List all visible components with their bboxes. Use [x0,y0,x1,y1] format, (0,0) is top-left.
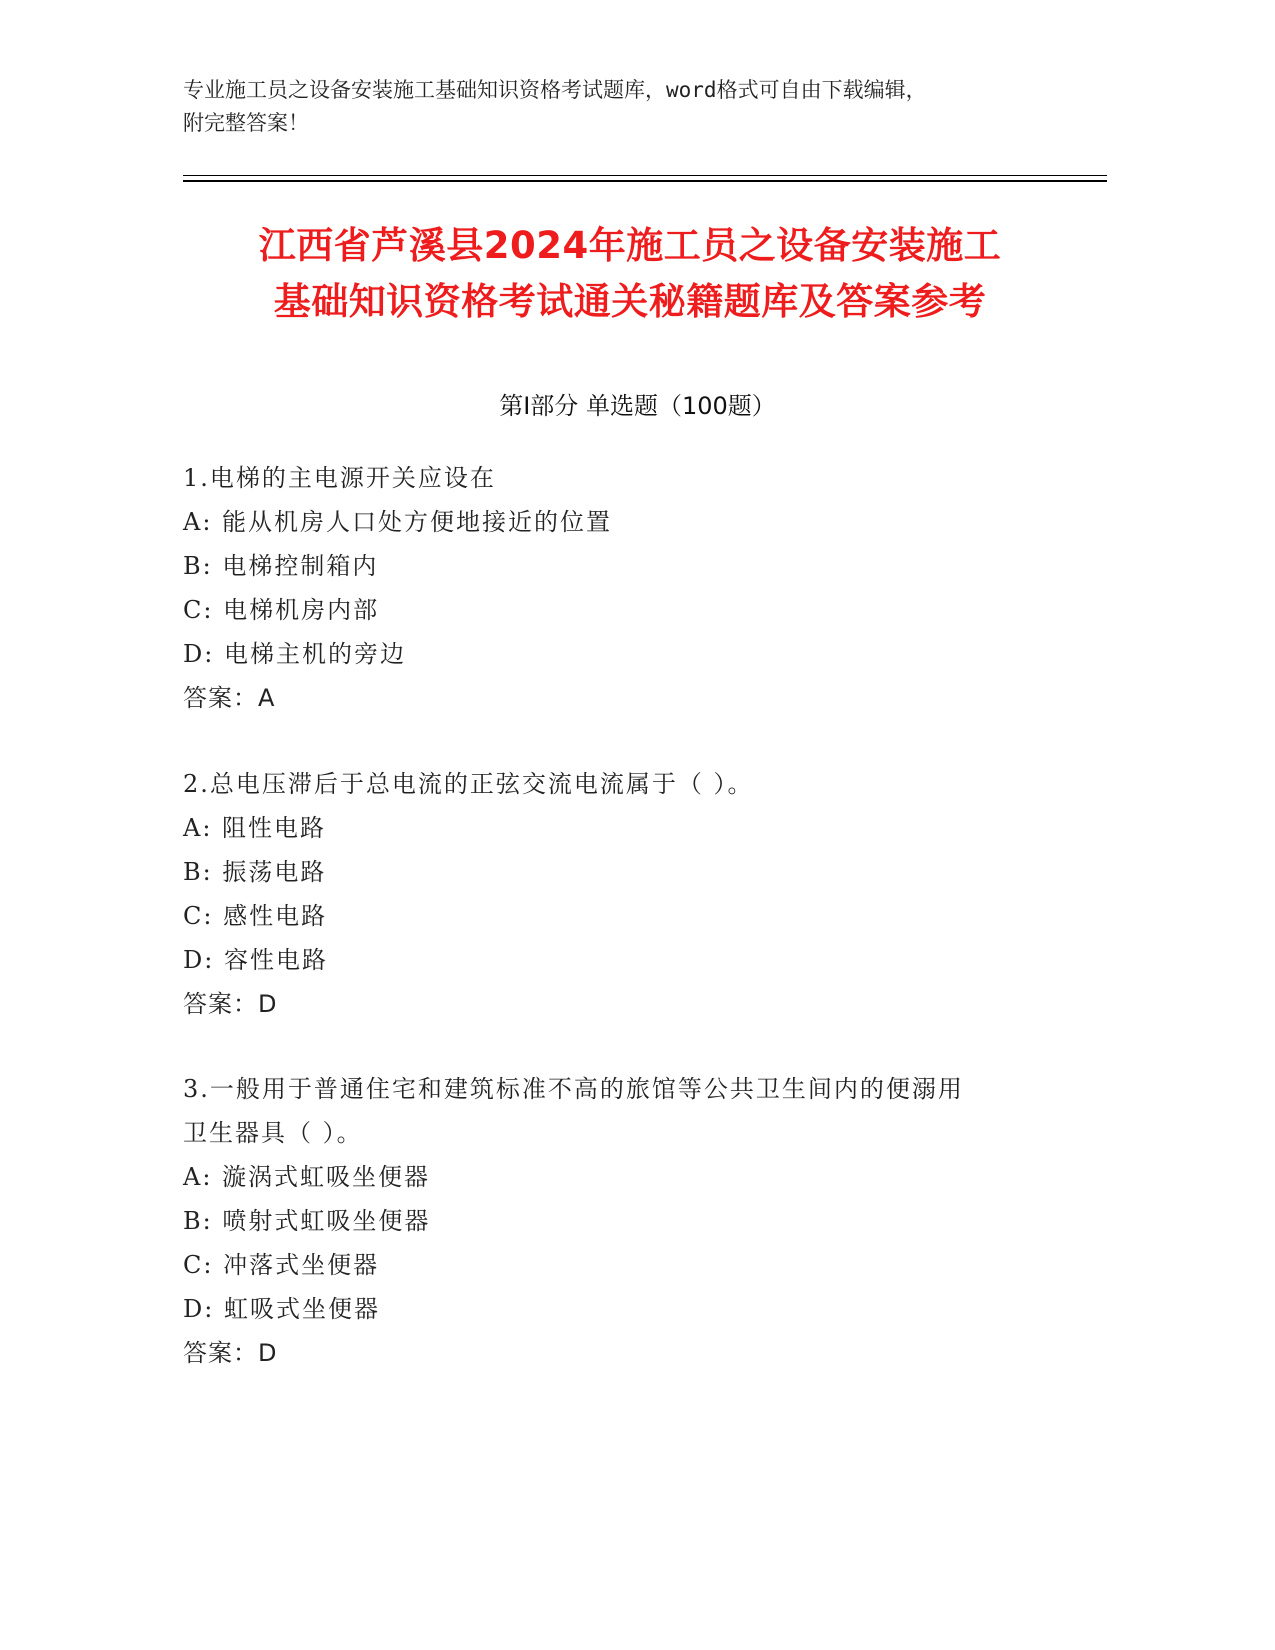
document-title-line-1: 江西省芦溪县2024年施工员之设备安装施工 [258,224,1002,267]
option-c: C: 冲落式坐便器 [183,1251,380,1279]
option-b: B: 喷射式虹吸坐便器 [183,1207,431,1235]
option-d: D: 虹吸式坐便器 [183,1295,380,1323]
option-d: D: 电梯主机的旁边 [183,640,406,668]
question-block-2 [183,762,1083,1026]
header-note [183,74,1063,140]
section-heading: 第Ⅰ部分 单选题（100题） [499,392,776,420]
document-title-line-2: 基础知识资格考试通关秘籍题库及答案参考 [273,280,987,323]
question-stem-line-1: 3.一般用于普通住宅和建筑标准不高的旅馆等公共卫生间内的便溺用 [183,1075,964,1103]
option-c: C: 感性电路 [183,902,328,930]
option-b: B: 振荡电路 [183,858,327,886]
header-divider-thin [183,175,1107,176]
question-stem: 2.总电压滞后于总电流的正弦交流电流属于（ ）。 [183,770,754,798]
question-block-1 [183,456,1083,720]
option-b: B: 电梯控制箱内 [183,552,379,580]
answer-line: 答案：D [183,990,278,1018]
answer-line: 答案：D [183,1339,278,1367]
header-divider-thick [183,180,1107,182]
header-note-line-2: 附完整答案！ [183,111,309,135]
document-title [150,218,1110,330]
option-a: A: 阻性电路 [183,814,327,842]
option-a: A: 漩涡式虹吸坐便器 [183,1163,431,1191]
question-block-3 [183,1067,1083,1375]
option-d: D: 容性电路 [183,946,328,974]
answer-line: 答案：A [183,684,276,712]
header-note-line-1: 专业施工员之设备安装施工基础知识资格考试题库，word格式可自由下载编辑， [183,78,927,102]
option-c: C: 电梯机房内部 [183,596,380,624]
option-a: A: 能从机房人口处方便地接近的位置 [183,508,613,536]
question-stem: 1.电梯的主电源开关应设在 [183,464,496,492]
question-stem-line-2: 卫生器具（ ）。 [183,1119,363,1147]
